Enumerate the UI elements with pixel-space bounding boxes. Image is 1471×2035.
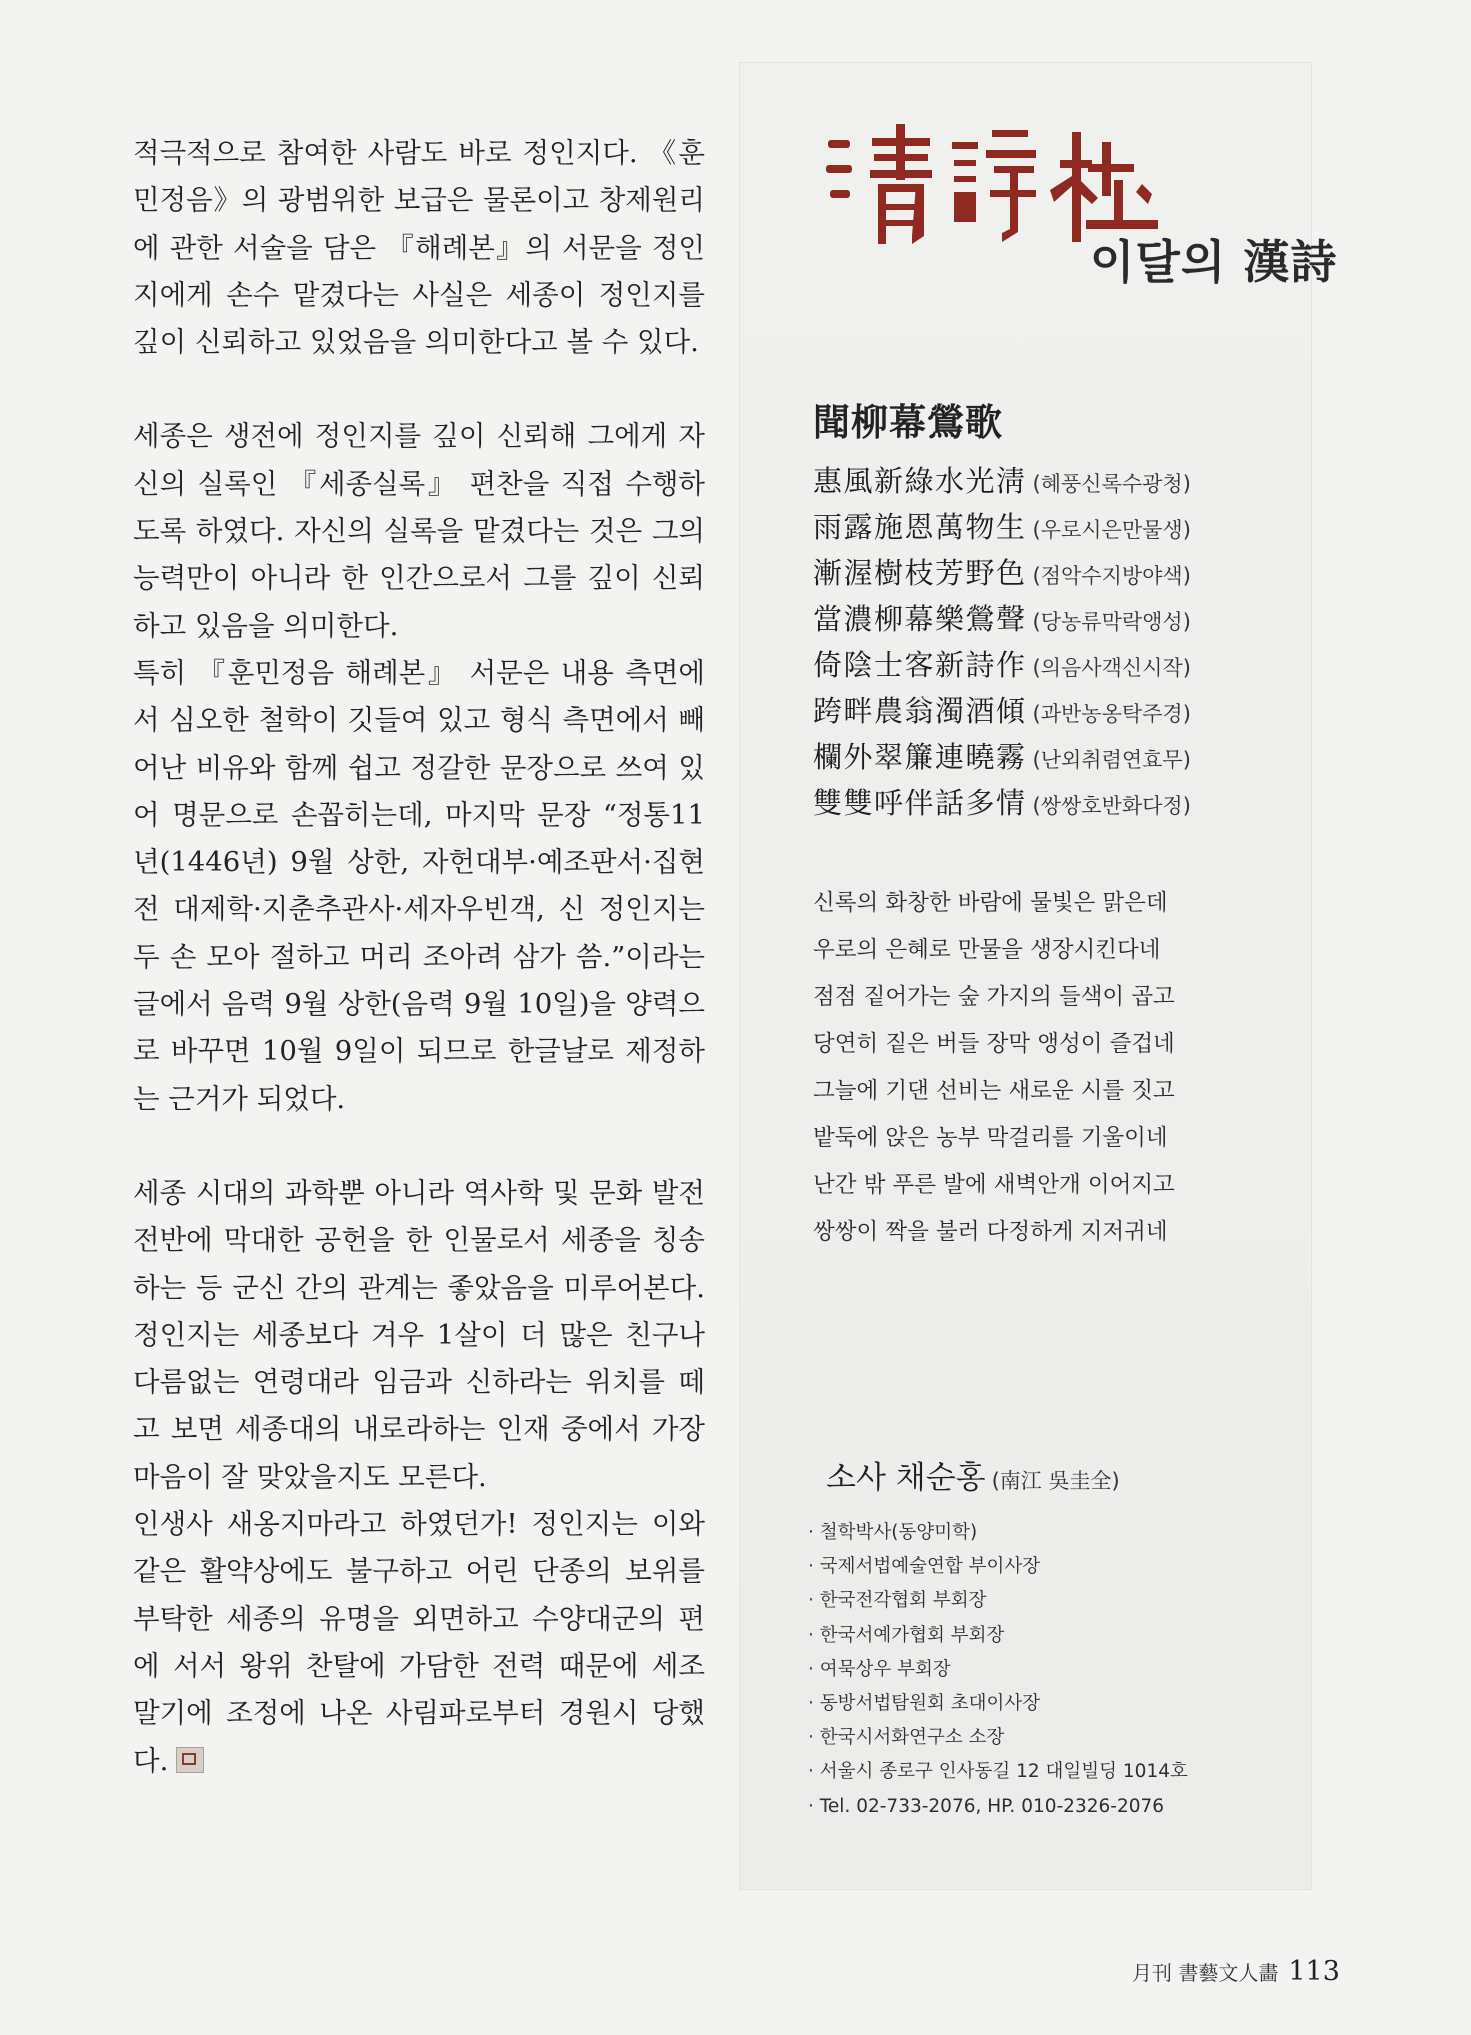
translation-line: 당연히 짙은 버들 장막 앵성이 즐겁네	[813, 1031, 1175, 1057]
poem-line-reading: (혜풍신록수광청)	[1032, 472, 1191, 496]
poem-title: 聞柳幕鶯歌	[813, 400, 1003, 444]
poem-line	[813, 458, 1283, 504]
poem-line-hanja: 欄外翠簾連曉霧	[813, 740, 1027, 774]
poem-line-hanja: 雨露施恩萬物生	[813, 510, 1027, 544]
translation-line: 점점 짙어가는 숲 가지의 들색이 곱고	[813, 984, 1175, 1010]
poem-line-reading: (점악수지방야색)	[1032, 564, 1191, 588]
bio-item: · 한국서예가협회 부회장	[808, 1619, 1278, 1653]
poem-line-hanja: 惠風新綠水光淸	[813, 464, 1027, 498]
translation-line: 밭둑에 앉은 농부 막걸리를 기울이네	[813, 1125, 1168, 1151]
poem-line	[813, 550, 1283, 596]
logo-text: 靑詩社	[824, 120, 827, 121]
author-pen-name: (南江 吳圭全)	[991, 1469, 1120, 1493]
article-paragraph-5	[133, 1501, 705, 1785]
author-bio	[808, 1516, 1278, 1824]
poem-line	[813, 504, 1283, 550]
poem-line-reading: (쌍쌍호반화다정)	[1032, 794, 1191, 818]
poem-line	[813, 642, 1283, 688]
bio-item: · 한국시서화연구소 소장	[808, 1721, 1278, 1755]
column-title: 이달의 漢詩	[1090, 235, 1338, 289]
poem-lines	[813, 458, 1283, 826]
author-name: 소사 채순홍	[826, 1460, 986, 1496]
translation-line: 우로의 은혜로 만물을 생장시킨다네	[813, 937, 1161, 963]
bio-item: · 한국전각협회 부회장	[808, 1584, 1278, 1618]
author-heading	[826, 1452, 1120, 1497]
poem-line	[813, 596, 1283, 642]
poem-line-reading: (의음사객신시작)	[1032, 656, 1191, 680]
article-paragraph-3: 특히 『훈민정음 해례본』 서문은 내용 측면에서 심오한 철학이 깃들여 있고 형식 측면에서 빼어난 비유와 함께 쉽고 정갈한 문장으로 쓰여 있어 명문으로 손꼽히는데, 마지막 문장 “정통11년(1446년) 9월 상한, 자헌대부·예조판서·집현전 대제학·지춘추관사·세자우빈객, 신 정인지는 두 손 모아 절하고 머리 조아려 삼가 씀.”이라는 글에서 음력 9월 상한(음력 9월 10일)을 양력으로 바꾸면 10월 9일이 되므로 한글날로 제정하는 근거가 되었다.	[133, 656, 705, 1115]
end-seal-icon	[176, 1747, 204, 1773]
bio-item: · 서울시 종로구 인사동길 12 대일빌딩 1014호	[808, 1755, 1278, 1789]
bio-item: · 동방서법탐원회 초대이사장	[808, 1687, 1278, 1721]
poem-line	[813, 734, 1283, 780]
page-footer	[1132, 1956, 1340, 1987]
bio-item: · 여묵상우 부회장	[808, 1653, 1278, 1687]
translation-line: 그늘에 기댄 선비는 새로운 시를 짓고	[813, 1078, 1175, 1104]
bio-item: · 국제서법예술연합 부이사장	[808, 1550, 1278, 1584]
bio-item: · Tel. 02-733-2076, HP. 010-2326-2076	[808, 1790, 1278, 1824]
article-paragraph-2: 세종은 생전에 정인지를 깊이 신뢰해 그에게 자신의 실록인 『세종실록』 편찬을 직접 수행하도록 하였다. 자신의 실록을 맡겼다는 것은 그의 능력만이 아니라 한 인간으로서 그를 깊이 신뢰하고 있음을 의미한다.	[133, 420, 705, 642]
poem-translation	[813, 880, 1283, 1256]
article-paragraph-5-text: 인생사 새옹지마라고 하였던가! 정인지는 이와 같은 활약상에도 불구하고 어린 단종의 보위를 부탁한 세종의 유명을 외면하고 수양대군의 편에 서서 왕위 찬탈에 가담한 전력 때문에 세조 말기에 조정에 나온 사림파로부터 경원시 당했다.	[133, 1508, 705, 1777]
poem-line-hanja: 跨畔農翁濁酒傾	[813, 694, 1027, 728]
article-paragraph-4: 세종 시대의 과학뿐 아니라 역사학 및 문화 발전 전반에 막대한 공헌을 한 인물로서 세종을 칭송하는 등 군신 간의 관계는 좋았음을 미루어본다. 정인지는 세종보다 겨우 1살이 더 많은 친구나 다름없는 연령대라 임금과 신하라는 위치를 떼고 보면 세종대의 내로라하는 인재 중에서 가장 마음이 잘 맞았을지도 모른다.	[133, 1176, 705, 1493]
poem-line-hanja: 漸渥樹枝芳野色	[813, 556, 1027, 590]
page-number: 113	[1288, 1956, 1340, 1987]
poem-line-hanja: 倚陰士客新詩作	[813, 648, 1027, 682]
translation-line: 신록의 화창한 바람에 물빛은 맑은데	[813, 890, 1168, 916]
translation-line: 난간 밖 푸른 발에 새벽안개 이어지고	[813, 1172, 1175, 1198]
poem-line-hanja: 雙雙呼伴話多情	[813, 786, 1027, 820]
article-body	[133, 130, 705, 1785]
poem-line-reading: (과반농옹탁주경)	[1032, 702, 1191, 726]
poem-line-reading: (당농류막락앵성)	[1032, 610, 1191, 634]
article-paragraph-1: 적극적으로 참여한 사람도 바로 정인지다. 《훈민정음》의 광범위한 보급은 물론이고 창제원리에 관한 서술을 담은 『해례본』의 서문을 정인지에게 손수 맡겼다는 사실은 세종이 정인지를 깊이 신뢰하고 있었음을 의미한다고 볼 수 있다.	[133, 137, 705, 359]
bio-item: · 철학박사(동양미학)	[808, 1516, 1278, 1550]
magazine-name: 月刊 書藝文人畵	[1132, 1961, 1279, 1985]
poem-line	[813, 780, 1283, 826]
translation-line: 쌍쌍이 짝을 불러 다정하게 지저귀네	[813, 1219, 1168, 1245]
poem-line-reading: (우로시은만물생)	[1032, 518, 1191, 542]
poem-line-hanja: 當濃柳幕樂鶯聲	[813, 602, 1027, 636]
poem-line	[813, 688, 1283, 734]
poem-line-reading: (난외취렴연효무)	[1032, 748, 1191, 772]
